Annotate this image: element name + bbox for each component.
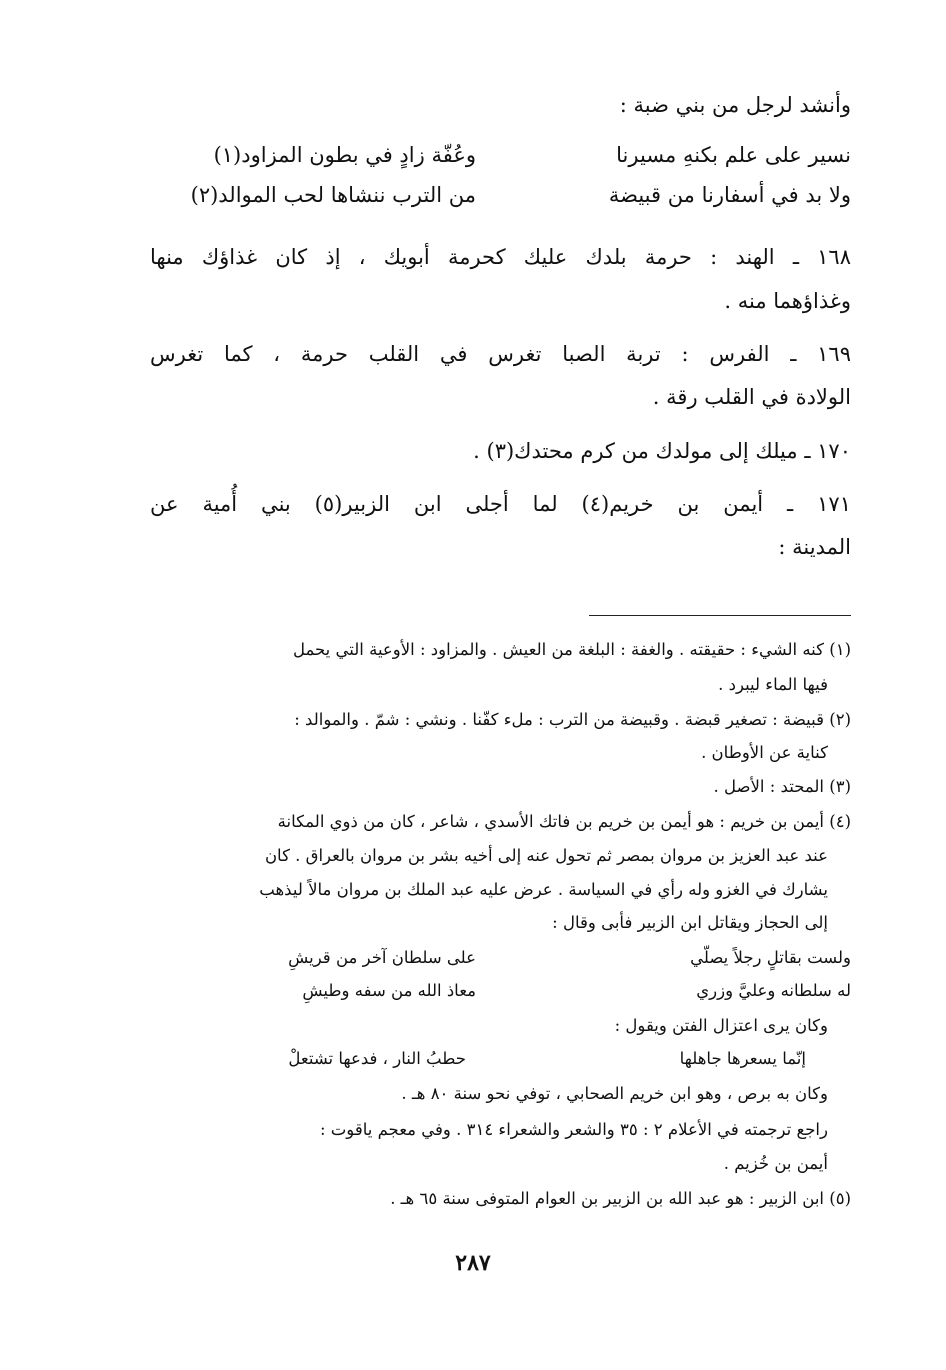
footnote-3: (٣) المحتد : الأصل . [713, 777, 851, 796]
footnote-4-line-2: عند عبد العزيز بن مروان بمصر ثم تحول عنه إلى أخيه بشر بن مروان بالعراق . كان [264, 846, 828, 865]
footnote-4-reference-line-1: راجع ترجمته في الأعلام ٢ : ٣٥ والشعر والشعراء ٣١٤ . وفي معجم ياقوت : [319, 1120, 828, 1139]
footnote-4-reference-line-2: أيمن بن خُزيم . [723, 1154, 828, 1173]
footnote-2-line-1: (٢) قبيضة : تصغير قبضة . وقبيضة من الترب : ملء كفّنا . ونشي : شمّ . والموالد : [294, 710, 851, 729]
footnote-4-verse-2-hemistich-1: له سلطانه وعليَّ وزري [696, 981, 851, 1000]
paragraph-170: ١٧٠ ـ ميلك إلى مولدك من كرم محتدك(٣) . [473, 439, 851, 463]
verse-1-hemistich-1: نسير على علم بكنهِ مسيرنا [616, 143, 851, 167]
footnote-1-line-1: (١) كنه الشيء : حقيقته . والغفة : البلغة من العيش . والمزاود : الأوعية التي يحمل [292, 640, 851, 659]
footnote-4-verse-2-hemistich-2: معاذ الله من سفه وطيشِ [302, 981, 476, 1000]
intro-line: وأنشد لرجل من بني ضبة : [619, 93, 851, 117]
footnote-separator [589, 615, 851, 616]
paragraph-169-line-1: ١٦٩ ـ الفرس : تربة الصبا تغرس في القلب حرمة ، كما تغرس [150, 342, 851, 366]
footnote-4-line-3: يشارك في الغزو وله رأي في السياسة . عرض عليه عبد الملك بن مروان مالاً ليذهب [259, 880, 828, 899]
footnote-4-verse-1-hemistich-1: ولست بقاتلٍ رجلاً يصلّي [690, 948, 851, 967]
paragraph-168-line-1: ١٦٨ ـ الهند : حرمة بلدك عليك كحرمة أبويك ، إذ كان غذاؤك منها [150, 245, 851, 269]
footnote-4-line-1: (٤) أيمن بن خريم : هو أيمن بن خريم بن فاتك الأسدي ، شاعر ، كان من ذوي المكانة [277, 812, 851, 831]
paragraph-168-line-2: وغذاؤهما منه . [724, 289, 851, 313]
footnote-4-continuation: وكان يرى اعتزال الفتن ويقول : [614, 1016, 828, 1035]
page-number: ٢٨٧ [455, 1250, 491, 1276]
footnote-4-death-note: وكان به برص ، وهو ابن خريم الصحابي ، توفي نحو سنة ٨٠ هـ . [401, 1084, 828, 1103]
footnote-4-verse-1-hemistich-2: على سلطان آخر من قريشِ [288, 948, 476, 967]
paragraph-171-line-1: ١٧١ ـ أيمن بن خريم(٤) لما أجلى ابن الزبير(٥) بني أُمية عن [150, 492, 851, 516]
verse-1-hemistich-2: وعُفّة زادٍ في بطون المزاود(١) [213, 143, 476, 167]
footnote-4-line-4: إلى الحجاز ويقاتل ابن الزبير فأبى وقال : [552, 913, 828, 932]
verse-2-hemistich-1: ولا بد في أسفارنا من قبيضة [608, 183, 851, 207]
footnote-2-line-2: كناية عن الأوطان . [701, 743, 828, 762]
verse-2-hemistich-2: من الترب ننشاها لحب الموالد(٢) [190, 183, 476, 207]
footnote-5: (٥) ابن الزبير : هو عبد الله بن الزبير بن العوام المتوفى سنة ٦٥ هـ . [390, 1189, 851, 1208]
footnote-4-verse-3-hemistich-1: إنّما يسعرها جاهلها [679, 1049, 806, 1068]
footnote-1-line-2: فيها الماء ليبرد . [718, 675, 828, 694]
footnote-4-verse-3-hemistich-2: حطبُ النار ، فدعها تشتعلْ [288, 1049, 466, 1068]
paragraph-169-line-2: الولادة في القلب رقة . [652, 385, 851, 409]
paragraph-171-line-2: المدينة : [778, 535, 851, 559]
